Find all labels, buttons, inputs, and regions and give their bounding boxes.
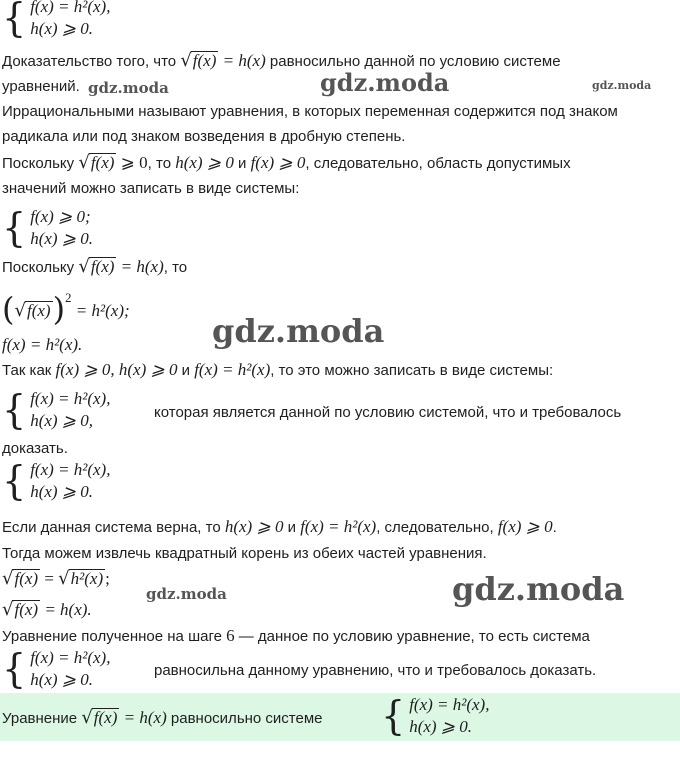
system-5 xyxy=(2,647,110,691)
watermark: gdz.moda xyxy=(592,79,652,92)
system-2 xyxy=(2,206,93,250)
text-line: которая является данной по условию системой, что и требовалось xyxy=(154,404,622,421)
math: f(x) ⩾ 0 xyxy=(497,517,553,536)
text: равносильно данной по условию системе xyxy=(265,53,561,70)
conclusion-system xyxy=(381,694,489,738)
text: уравнений. xyxy=(2,78,80,95)
brace: { xyxy=(2,0,27,42)
text: Поскольку xyxy=(2,259,79,276)
brace: { xyxy=(2,645,27,693)
system-row: f(x) = h²(x), xyxy=(30,460,111,479)
system-1 xyxy=(2,0,110,40)
text: и xyxy=(283,519,301,536)
sqrt-arg: f(x) xyxy=(192,51,217,70)
system-row: h(x) ⩾ 0. xyxy=(30,670,94,689)
system-3 xyxy=(2,388,110,432)
system-row: f(x) = h²(x), xyxy=(30,648,111,667)
text: , то это можно записать в виде системы: xyxy=(270,362,554,379)
math: = h(x). xyxy=(40,600,92,619)
math: 6 xyxy=(226,626,235,645)
text-line xyxy=(2,627,590,646)
conclusion-text: Уравнение √f(x) = h(x) равносильно системе xyxy=(2,707,323,728)
math: f(x) = h²(x) xyxy=(194,360,271,379)
text-line: Тогда можем извлечь квадратный корень из обеих частей уравнения. xyxy=(2,545,487,562)
text: и xyxy=(177,362,195,379)
text-line xyxy=(2,361,553,380)
watermark: gdz.moda xyxy=(452,570,625,608)
text: Так как xyxy=(2,362,56,379)
text: равносильно системе xyxy=(166,710,323,727)
math: f(x) ⩾ 0 xyxy=(250,153,306,172)
text: . xyxy=(552,519,557,536)
math: h(x) ⩾ 0 xyxy=(224,517,284,536)
sqrt-arg: f(x) xyxy=(26,301,51,320)
system-row: h(x) ⩾ 0. xyxy=(30,19,94,38)
brace: { xyxy=(2,457,27,505)
text: Поскольку xyxy=(2,155,79,172)
brace: { xyxy=(381,692,406,740)
sqrt-arg: h²(x) xyxy=(70,569,104,588)
math: = h(x) xyxy=(218,51,266,70)
system-row: f(x) = h²(x), xyxy=(409,695,490,714)
system-row: h(x) ⩾ 0. xyxy=(30,229,94,248)
text: и xyxy=(233,155,251,172)
text-line: радикала или под знаком возведения в дробную степень. xyxy=(2,128,406,145)
brace: { xyxy=(2,204,27,252)
text-line xyxy=(2,78,80,96)
math: = h(x) xyxy=(116,257,164,276)
math-line: f(x) = h²(x). xyxy=(2,335,83,354)
sqrt-arg: f(x) xyxy=(14,600,39,619)
system-row: f(x) = h²(x), xyxy=(30,0,111,16)
text-line: Доказательство того, что √f(x) = h(x) равносильно данной по условию системе xyxy=(2,50,561,71)
text-line: равносильна данному уравнению, что и требовалось доказать. xyxy=(154,662,597,679)
text: Уравнение полученное на шаге xyxy=(2,628,227,645)
text-line: Поскольку √f(x) = h(x), то xyxy=(2,256,188,277)
text: , то xyxy=(163,259,188,276)
math: ; xyxy=(105,569,110,588)
math: f(x) ⩾ 0, h(x) ⩾ 0 xyxy=(55,360,178,379)
math: = xyxy=(40,569,59,588)
system-row: f(x) ⩾ 0; xyxy=(30,207,91,226)
math: ⩾ 0 xyxy=(116,153,148,172)
watermark: gdz.moda xyxy=(146,585,227,603)
watermark: gdz.moda xyxy=(320,68,450,97)
system-4 xyxy=(2,459,110,503)
system-row: h(x) ⩾ 0. xyxy=(30,482,94,501)
watermark: gdz.moda xyxy=(212,312,385,350)
system-row: h(x) ⩾ 0, xyxy=(30,411,94,430)
math-line: √f(x) = h(x). xyxy=(2,599,92,620)
text-line: Иррациональными называют уравнения, в которых переменная содержится под знаком xyxy=(2,103,618,120)
sqrt-arg: f(x) xyxy=(90,257,115,276)
math-line: $(√f(x))^2 = h^2(x)$; xyxy=(2,290,130,328)
watermark: gdz.moda xyxy=(88,79,169,97)
text: Доказательство того, что xyxy=(2,53,181,70)
text-line: значений можно записать в виде системы: xyxy=(2,180,300,197)
sqrt-arg: f(x) xyxy=(93,708,118,727)
text-line xyxy=(2,518,557,537)
text: , следовательно, область допустимых xyxy=(305,155,571,172)
system-row: f(x) = h²(x), xyxy=(30,389,111,408)
math: = h(x) xyxy=(119,708,167,727)
system-row: h(x) ⩾ 0. xyxy=(409,717,473,736)
text-line: доказать. xyxy=(2,440,68,457)
text: Уравнение xyxy=(2,710,82,727)
text: , то xyxy=(147,155,176,172)
sqrt-arg: f(x) xyxy=(14,569,39,588)
sqrt-arg: f(x) xyxy=(90,153,115,172)
brace: { xyxy=(2,386,27,434)
math-line: √f(x) = √h²(x) ; xyxy=(2,568,110,589)
text-line: Поскольку √f(x) ⩾ 0, то h(x) ⩾ 0 и f(x) ⩾ 0, следовательно, область допустимых xyxy=(2,152,571,173)
math: f(x) = h²(x) xyxy=(300,517,377,536)
math: = h²(x); xyxy=(71,301,130,320)
text: Если данная система верна, то xyxy=(2,519,225,536)
exponent: 2 xyxy=(65,290,72,305)
math: h(x) ⩾ 0 xyxy=(175,153,234,172)
text: — данное по условию уравнение, то есть система xyxy=(234,628,590,645)
text: , следовательно, xyxy=(376,519,498,536)
